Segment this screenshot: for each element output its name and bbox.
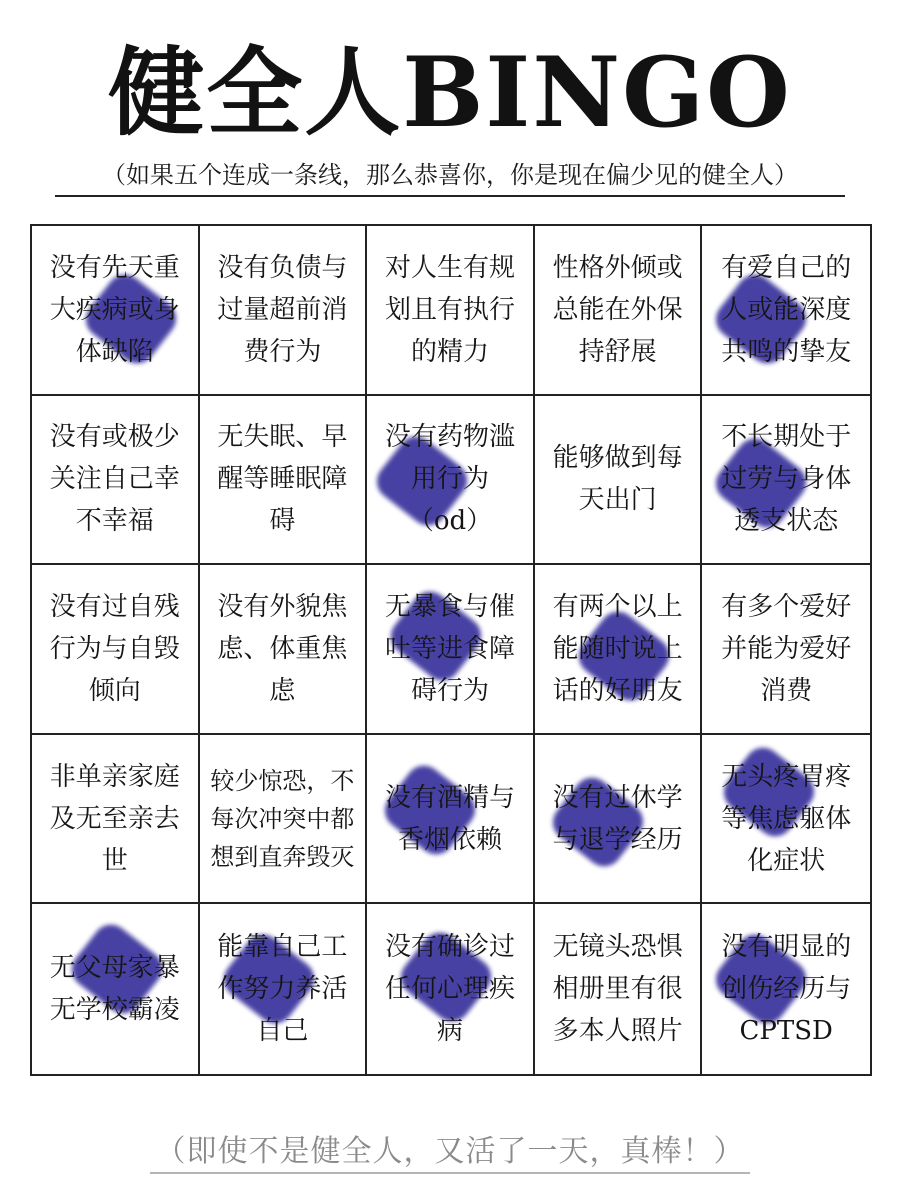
- cell-text: 能靠自己工作努力养活自己: [217, 932, 348, 1047]
- cell-text: 没有确诊过任何心理疾病: [384, 932, 515, 1047]
- cell-text: 没有过休学与退学经历: [552, 782, 683, 855]
- bingo-cell[interactable]: [702, 735, 870, 905]
- bingo-cell[interactable]: [200, 735, 368, 905]
- bingo-cell[interactable]: [32, 735, 200, 905]
- cell-text: 非单亲家庭及无至亲去世: [49, 761, 180, 876]
- bingo-cell[interactable]: [535, 396, 703, 566]
- cell-text: 有多个爱好并能为爱好消费: [721, 591, 852, 706]
- page-subtitle: （如果五个连成一条线，那么恭喜你，你是现在偏少见的健全人）: [102, 161, 798, 189]
- cell-text: 无父母家暴无学校霸凌: [49, 953, 180, 1026]
- bingo-cell[interactable]: [535, 735, 703, 905]
- cell-text: 无镜头恐惧相册里有很多本人照片: [552, 932, 683, 1047]
- footer-underline: [150, 1172, 750, 1174]
- bingo-cell[interactable]: [200, 226, 368, 396]
- bingo-cell[interactable]: [367, 396, 535, 566]
- bingo-cell[interactable]: [702, 904, 870, 1074]
- subtitle-underline: [55, 195, 845, 197]
- bingo-cell[interactable]: [535, 226, 703, 396]
- cell-text: 没有酒精与香烟依赖: [384, 782, 515, 855]
- cell-text: 没有先天重大疾病或身体缺陷: [49, 252, 180, 367]
- cell-text: 性格外倾或总能在外保持舒展: [552, 252, 683, 367]
- cell-text: 无头疼胃疼等焦虑躯体化症状: [721, 761, 852, 876]
- cell-text: 较少惊恐，不每次冲突中都想到直奔毁灭: [210, 766, 355, 871]
- bingo-cell[interactable]: [367, 904, 535, 1074]
- cell-text: 有两个以上能随时说上话的好朋友: [552, 591, 683, 706]
- cell-text: 没有负债与过量超前消费行为: [217, 252, 348, 367]
- bingo-cell[interactable]: [32, 904, 200, 1074]
- bingo-cell[interactable]: [32, 226, 200, 396]
- bingo-cell[interactable]: [200, 565, 368, 735]
- cell-text: 无失眠、早醒等睡眠障碍: [217, 422, 348, 537]
- footer-note: （即使不是健全人，又活了一天，真棒！）: [155, 1134, 745, 1169]
- bingo-cell[interactable]: [367, 226, 535, 396]
- cell-text: 没有明显的创伤经历与CPTSD: [721, 932, 852, 1047]
- bingo-cell[interactable]: [702, 226, 870, 396]
- cell-text: 有爱自己的人或能深度共鸣的挚友: [721, 252, 852, 367]
- page-title: 健全人BINGO: [108, 36, 792, 149]
- bingo-cell[interactable]: [367, 565, 535, 735]
- bingo-cell[interactable]: [200, 904, 368, 1074]
- bingo-cell[interactable]: [32, 565, 200, 735]
- bingo-cell[interactable]: [702, 396, 870, 566]
- cell-text: 能够做到每天出门: [552, 443, 683, 516]
- cell-text: 没有药物滥用行为（od）: [384, 422, 515, 537]
- bingo-cell[interactable]: [702, 565, 870, 735]
- bingo-cell[interactable]: [535, 904, 703, 1074]
- bingo-cell[interactable]: [535, 565, 703, 735]
- bingo-cell[interactable]: [367, 735, 535, 905]
- bingo-grid: [30, 224, 872, 1076]
- cell-text: 无暴食与催吐等进食障碍行为: [384, 591, 515, 706]
- cell-text: 没有或极少关注自己幸不幸福: [49, 422, 180, 537]
- cell-text: 没有外貌焦虑、体重焦虑: [217, 591, 348, 706]
- cell-text: 对人生有规划且有执行的精力: [384, 252, 515, 367]
- bingo-cell[interactable]: [200, 396, 368, 566]
- cell-text: 没有过自残行为与自毁倾向: [49, 591, 180, 706]
- cell-text: 不长期处于过劳与身体透支状态: [721, 422, 852, 537]
- bingo-cell[interactable]: [32, 396, 200, 566]
